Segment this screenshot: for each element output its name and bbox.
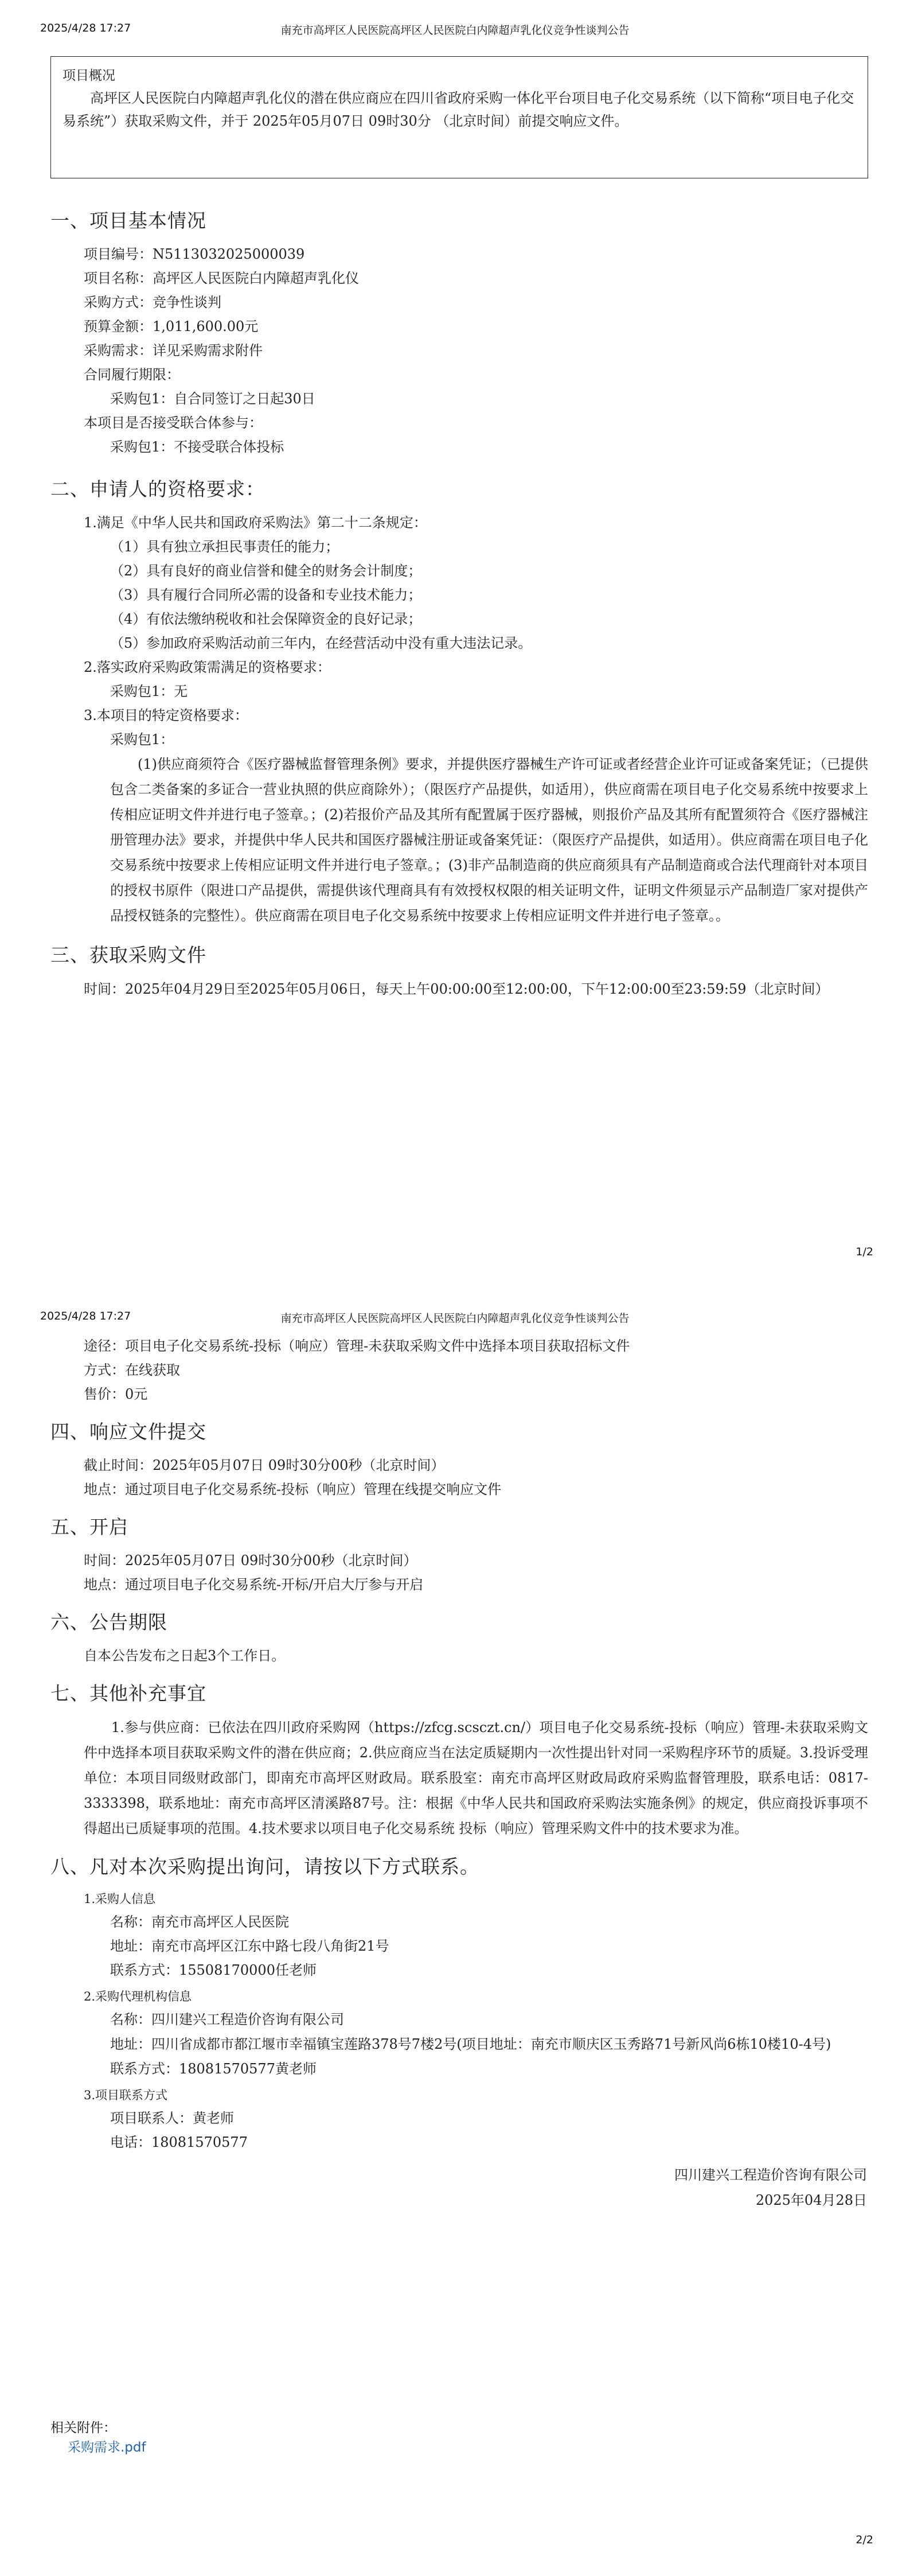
section-3-title: 三、获取采购文件	[50, 944, 206, 966]
project-contact-phone: 电话：18081570577	[110, 2134, 248, 2150]
requirement-1-item: （5）参加政府采购活动前三年内，在经营活动中没有重大违法记录。	[110, 635, 532, 651]
section-4-title: 四、响应文件提交	[50, 1421, 206, 1443]
signature-org: 四川建兴工程造价咨询有限公司	[674, 2167, 867, 2183]
project-contact-label: 3.项目联系方式	[84, 2088, 168, 2102]
requirement-1-item: （3）具有履行合同所必需的设备和专业技术能力；	[110, 587, 422, 603]
print-datetime: 2025/4/28 17:27	[40, 22, 131, 34]
requirement-1-item: （4）有依法缴纳税收和社会保障资金的良好记录；	[110, 611, 422, 627]
submission-deadline: 截止时间：2025年05月07日 09时30分00秒（北京时间）	[84, 1457, 445, 1473]
project-overview-box	[50, 56, 868, 178]
requirement-2-value: 采购包1：无	[110, 683, 188, 699]
submission-place: 地点：通过项目电子化交易系统-投标（响应）管理在线提交响应文件	[84, 1481, 502, 1497]
overview-text: 高坪区人民医院白内障超声乳化仪的潜在供应商应在四川省政府采购一体化平台项目电子化交易系统（以下简称“项目电子化交易系统”）获取采购文件，并于 2025年05月07日 09时30分 （北京时间）前提交响应文件。	[63, 90, 854, 129]
page-header	[0, 22, 910, 38]
section-5-title: 五、开启	[50, 1516, 128, 1538]
requirement-3: 3.本项目的特定资格要求：	[84, 707, 248, 723]
requirement-1: 1.满足《中华人民共和国政府采购法》第二十二条规定：	[84, 515, 427, 531]
acquire-price: 售价：0元	[84, 1386, 148, 1402]
section-1-title: 一、项目基本情况	[50, 209, 206, 232]
print-datetime: 2025/4/28 17:27	[40, 1310, 131, 1322]
requirement-1-item: （1）具有独立承担民事责任的能力；	[110, 539, 339, 555]
consortium-value: 采购包1：不接受联合体投标	[110, 439, 284, 455]
page-header	[0, 1310, 910, 1326]
opening-place: 地点：通过项目电子化交易系统-开标/开启大厅参与开启	[84, 1577, 424, 1593]
signature-date: 2025年04月28日	[755, 2192, 867, 2208]
requirement-3-package: 采购包1：	[110, 731, 174, 748]
requirement-1-item: （2）具有良好的商业信誉和健全的财务会计制度；	[110, 563, 422, 579]
page-number: 1/2	[856, 1246, 873, 1258]
contract-period-value: 采购包1：自合同签订之日起30日	[110, 391, 315, 407]
document-title: 南充市高坪区人民医院高坪区人民医院白内障超声乳化仪竞争性谈判公告	[280, 1312, 630, 1325]
procurement-need: 采购需求：详见采购需求附件	[84, 343, 263, 359]
opening-time: 时间：2025年05月07日 09时30分00秒（北京时间）	[84, 1552, 417, 1569]
section-2-title: 二、申请人的资格要求：	[50, 478, 265, 500]
acquire-route: 途径：项目电子化交易系统-投标（响应）管理-未获取采购文件中选择本项目获取招标文件	[84, 1338, 630, 1354]
agency-contact: 联系方式：18081570577黄老师	[110, 2061, 317, 2077]
agency-name: 名称：四川建兴工程造价咨询有限公司	[110, 2011, 344, 2028]
consortium-label: 本项目是否接受联合体参与：	[84, 415, 263, 431]
section-7-title: 七、其他补充事宜	[50, 1682, 206, 1705]
procurement-method: 采购方式：竞争性谈判	[84, 294, 221, 310]
page2-content	[50, 1334, 868, 2213]
budget-amount: 预算金额：1,011,600.00元	[84, 318, 259, 334]
purchaser-address: 地址：南充市高坪区江东中路七段八角街21号	[110, 1938, 389, 1954]
section-8-title: 八、凡对本次采购提出询问，请按以下方式联系。	[50, 1855, 479, 1878]
purchaser-name: 名称：南充市高坪区人民医院	[110, 1914, 289, 1930]
agency-info-label: 2.采购代理机构信息	[84, 1990, 192, 2003]
acquire-time: 时间：2025年04月29日至2025年05月06日，每天上午00:00:00至12:00:00，下午12:00:00至23:59:59（北京时间）	[84, 981, 829, 997]
project-contact-person: 项目联系人：黄老师	[110, 2110, 234, 2126]
requirement-3-text: (1)供应商须符合《医疗器械监督管理条例》要求，并提供医疗器械生产许可证或者经营企业许可证或备案凭证；（已提供包含二类备案的多证合一营业执照的供应商除外）；（限医疗产品提供，如适用），供应商需在项目电子化交易系统中按要求上传相应证明文件并进行电子签章。；(2)若报价产品及其所有配置属于医疗器械，则报价产品及其所有配置须符合《医疗器械注册管理办法》要求，并提供中华人民共和国医疗器械注册证或备案凭证：（限医疗产品提供，如适用）。供应商需在项目电子化交易系统中按要求上传相应证明文件并进行电子签章。；(3)非产品制造商的供应商须具有产品制造商或合法代理商针对本项目的授权书原件（限进口产品提供，需提供该代理商具有有效授权权限的相关证明文件，证明文件须显示产品制造厂家对提供产品授权链条的完整性）。供应商需在项目电子化交易系统中按要求上传相应证明文件并进行电子签章。。	[110, 756, 868, 924]
attachment-link-pdf[interactable]: 采购需求.pdf	[68, 2440, 146, 2455]
page1-content	[50, 195, 868, 1002]
requirement-2: 2.落实政府采购政策需满足的资格要求：	[84, 659, 331, 675]
page-number: 2/2	[856, 2534, 873, 2546]
attachments-section	[50, 2418, 146, 2457]
agency-address: 地址：四川省成都市都江堰市幸福镇宝莲路378号7楼2号(项目地址：南充市顺庆区玉秀路71号新风尚6栋10楼10-4号)	[110, 2036, 831, 2052]
purchaser-info-label: 1.采购人信息	[84, 1892, 156, 1906]
acquire-mode: 方式：在线获取	[84, 1362, 180, 1378]
document-title: 南充市高坪区人民医院高坪区人民医院白内障超声乳化仪竞争性谈判公告	[280, 24, 630, 37]
section-6-title: 六、公告期限	[50, 1611, 167, 1633]
project-name: 项目名称：高坪区人民医院白内障超声乳化仪	[84, 270, 359, 286]
document-page-2	[0, 1288, 910, 2576]
supplementary-text: 1.参与供应商：已依法在四川政府采购网（https://zfcg.scsczt.cn/）项目电子化交易系统-投标（响应）管理-未获取采购文件中选择本项目获取采购文件的潜在供应商；2.供应商应当在法定质疑期内一次性提出针对同一采购程序环节的质疑。3.投诉受理单位：本项目同级财政部门，即南充市高坪区财政局。联系股室：南充市高坪区财政局政府采购监督管理股，联系电话：0817-3333398，联系地址：南充市高坪区清溪路87号。注：根据《中华人民共和国政府采购法实施条例》的规定，供应商投诉事项不得超出已质疑事项的范围。4.技术要求以项目电子化交易系统 投标（响应）管理采购文件中的技术要求为准。	[84, 1719, 868, 1836]
attachments-label: 相关附件：	[50, 2421, 116, 2435]
project-code: 项目编号：N5113032025000039	[84, 246, 305, 262]
purchaser-contact: 联系方式：15508170000任老师	[110, 1962, 317, 1978]
contract-period-label: 合同履行期限：	[84, 367, 180, 383]
announcement-period: 自本公告发布之日起3个工作日。	[84, 1648, 286, 1664]
overview-label: 项目概况	[63, 68, 115, 83]
